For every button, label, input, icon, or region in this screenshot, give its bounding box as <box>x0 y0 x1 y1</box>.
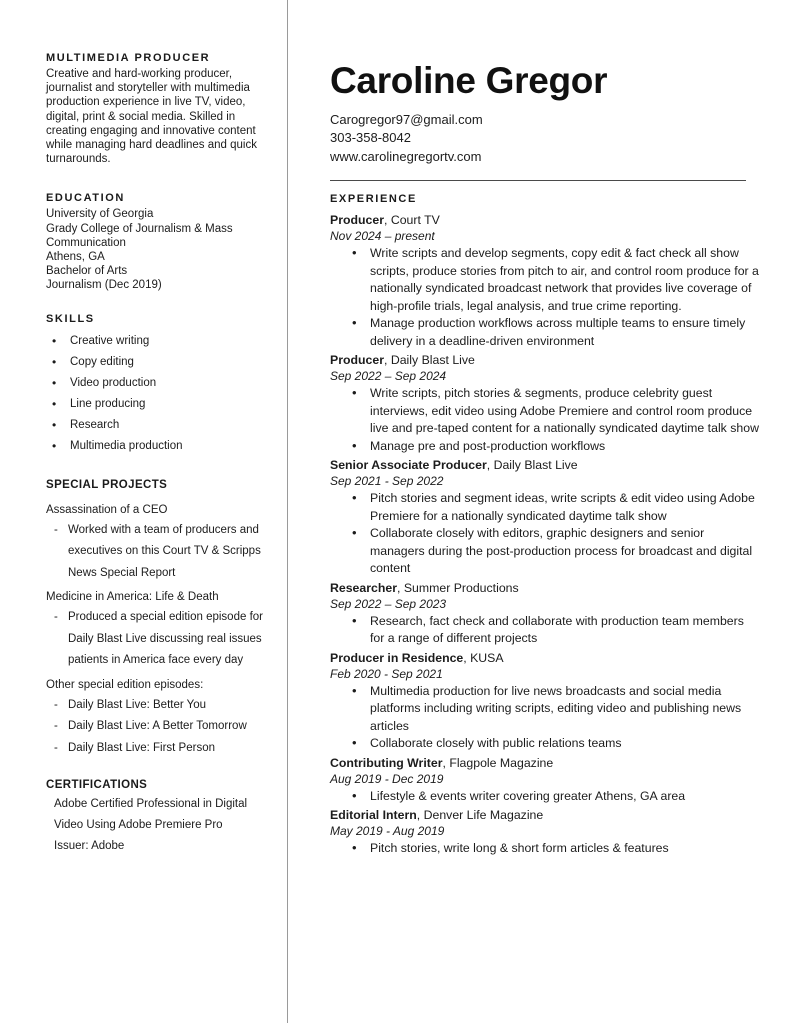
list-item: • Research <box>46 415 269 436</box>
special-projects-title: SPECIAL PROJECTS <box>46 478 168 491</box>
list-item: • Line producing <box>46 394 269 415</box>
job-header <box>330 580 760 596</box>
job-role: Contributing Writer <box>330 755 443 770</box>
job-points <box>330 840 760 858</box>
job-header <box>330 352 760 368</box>
job-header <box>330 807 760 823</box>
headline-block <box>46 52 269 166</box>
certification-line: Issuer: Adobe <box>54 840 125 853</box>
list-item: • Lifestyle & events writer covering greater Athens, GA area <box>330 788 760 806</box>
project-points <box>46 695 269 760</box>
job-role: Editorial Intern <box>330 808 417 823</box>
education-line: Athens, GA <box>46 251 105 264</box>
list-item: - Daily Blast Live: First Person <box>46 738 269 760</box>
job-company: , Daily Blast Live <box>486 458 578 473</box>
list-item: • Write scripts, pitch stories & segments, produce celebrity guest interviews, edit video using Adobe Premiere and control room produce live and pre-taped content for a nationally syndicated daytime talk show <box>330 385 760 438</box>
experience-entry <box>330 352 760 455</box>
divider <box>330 180 746 181</box>
main-content <box>330 0 760 860</box>
experience-entry <box>330 580 760 648</box>
list-item: • Collaborate closely with editors, graphic designers and senior managers during the post-production process for broadcast and digital content <box>330 525 760 578</box>
skills-title: SKILLS <box>46 312 95 325</box>
job-dates: Nov 2024 – present <box>330 229 435 244</box>
education-line: Grady College of Journalism & Mass Communication <box>46 222 233 249</box>
job-points <box>330 490 760 578</box>
education-line: Journalism (Dec 2019) <box>46 279 162 292</box>
project-heading: Medicine in America: Life & Death <box>46 591 219 604</box>
certification-line: Adobe Certified Professional in Digital Video Using Adobe Premiere Pro <box>54 798 248 832</box>
experience-entry <box>330 457 760 578</box>
job-role: Producer in Residence <box>330 650 464 665</box>
list-item: • Pitch stories and segment ideas, write scripts & edit video using Adobe Premiere for a nationally syndicated daytime talk show <box>330 490 760 525</box>
job-role: Senior Associate Producer <box>330 458 487 473</box>
contact-website: www.carolinegregortv.com <box>330 148 482 164</box>
job-points <box>330 385 760 455</box>
list-item: • Pitch stories, write long & short form articles & features <box>330 840 760 858</box>
list-item: • Collaborate closely with public relations teams <box>330 735 760 753</box>
page-title: Caroline Gregor <box>330 60 608 101</box>
job-role: Producer <box>330 353 384 368</box>
list-item: • Research, fact check and collaborate with production team members for a range of different projects <box>330 613 760 648</box>
job-points <box>330 788 760 806</box>
list-item: - Daily Blast Live: A Better Tomorrow <box>46 716 269 738</box>
job-points <box>330 613 760 648</box>
experience-title: EXPERIENCE <box>330 193 417 206</box>
contact-email: Carogregor97@gmail.com <box>330 111 483 127</box>
job-dates: Sep 2022 – Sep 2024 <box>330 369 447 384</box>
contact-phone: 303-358-8042 <box>330 130 411 146</box>
project-heading: Other special edition episodes: <box>46 678 204 691</box>
skills-section <box>46 313 269 457</box>
special-projects-section <box>46 479 269 760</box>
list-item: • Manage production workflows across multiple teams to ensure timely delivery in a deadline-driven environment <box>330 315 760 350</box>
job-company: , Court TV <box>384 213 440 228</box>
job-points <box>330 245 760 350</box>
list-item: • Multimedia production for live news broadcasts and social media platforms including writing scripts, editing video and publishing news articles <box>330 683 760 736</box>
list-item: - Produced a special edition episode for Daily Blast Live discussing real issues patients in America face every day <box>46 607 269 672</box>
job-dates: Sep 2021 - Sep 2022 <box>330 474 444 489</box>
headline: MULTIMEDIA PRODUCER <box>46 52 211 64</box>
education-line: Bachelor of Arts <box>46 265 128 278</box>
experience-entry <box>330 807 760 858</box>
project-points <box>46 520 269 585</box>
education-section <box>46 192 269 292</box>
list-item: - Worked with a team of producers and executives on this Court TV & Scripps News Special Report <box>46 520 269 585</box>
skills-list <box>46 331 269 457</box>
list-item: • Manage pre and post-production workflows <box>330 438 760 456</box>
list-item: • Multimedia production <box>46 436 269 457</box>
experience-entry <box>330 650 760 753</box>
job-header <box>330 650 760 666</box>
job-role: Researcher <box>330 580 397 595</box>
education-line: University of Georgia <box>46 208 154 221</box>
list-item: - Daily Blast Live: Better You <box>46 695 269 717</box>
project-points <box>46 607 269 672</box>
job-points <box>330 683 760 753</box>
certifications-section <box>46 779 269 857</box>
list-item: • Copy editing <box>46 352 269 373</box>
job-header <box>330 212 760 228</box>
job-dates: May 2019 - Aug 2019 <box>330 824 445 839</box>
list-item: • Write scripts and develop segments, copy edit & fact check all show scripts, produce stories from pitch to air, and control room produce for a nationally syndicated broadcast network that provides live coverage of high-profile trials, legal analysis, and true crime reporting. <box>330 245 760 315</box>
job-role: Producer <box>330 213 384 228</box>
job-header <box>330 457 760 473</box>
certifications-title: CERTIFICATIONS <box>46 779 148 792</box>
education-title: EDUCATION <box>46 192 125 205</box>
list-item: • Creative writing <box>46 331 269 352</box>
sidebar <box>22 0 288 1023</box>
job-dates: Sep 2022 – Sep 2023 <box>330 596 447 611</box>
job-company: , KUSA <box>463 650 504 665</box>
job-company: , Denver Life Magazine <box>416 808 544 823</box>
job-dates: Aug 2019 - Dec 2019 <box>330 771 444 786</box>
job-company: , Daily Blast Live <box>384 353 475 368</box>
experience-entry <box>330 212 760 350</box>
job-header <box>330 755 760 771</box>
summary-text: Creative and hard-working producer, journalist and storyteller with multimedia production experience in live TV, video, digital, print & social media. Skilled in creating engaging and innovative content while managing hard deadlines and quick turnarounds. <box>46 68 257 166</box>
project-heading: Assassination of a CEO <box>46 503 168 516</box>
list-item: • Video production <box>46 373 269 394</box>
job-company: , Flagpole Magazine <box>442 755 554 770</box>
job-dates: Feb 2020 - Sep 2021 <box>330 666 443 681</box>
job-company: , Summer Productions <box>397 580 519 595</box>
experience-entry <box>330 755 760 806</box>
